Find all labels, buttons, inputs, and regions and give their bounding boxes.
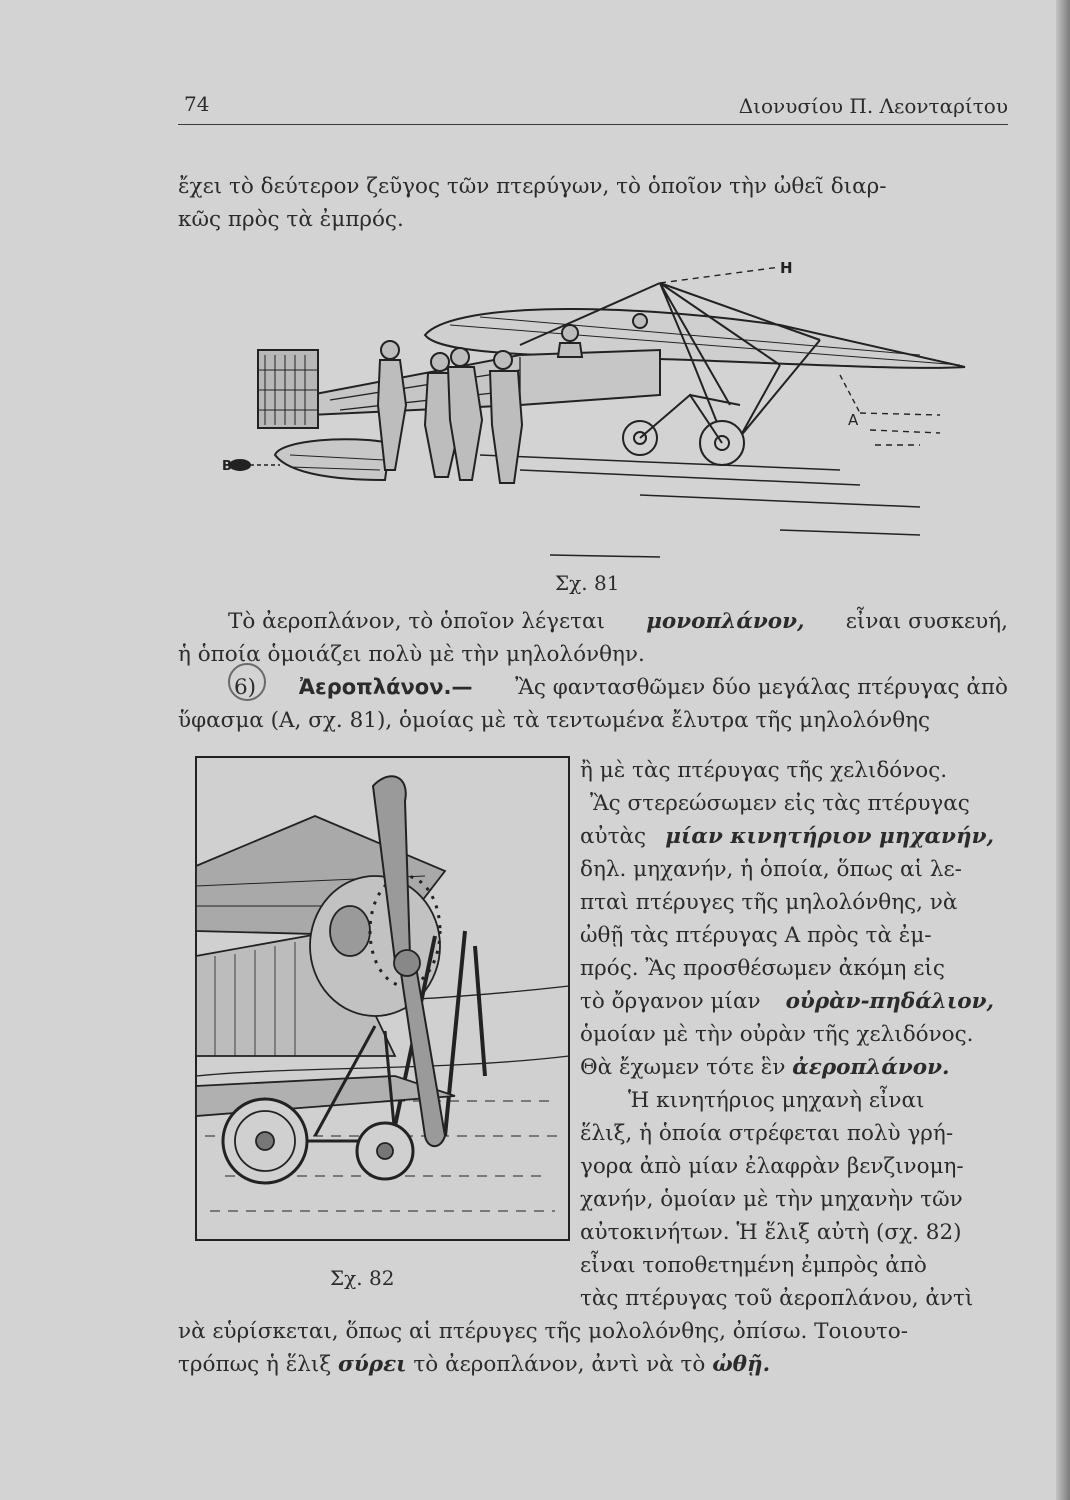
closing-line-2-mid: τὸ ἀεροπλάνον, ἀντὶ νὰ τὸ	[406, 1352, 713, 1377]
intro-line-1: ἔχει τὸ δεύτερον ζεῦγος τῶν πτερύγων, τὸ ὁποῖον τὴν ὠθεῖ διαρ-	[178, 174, 887, 199]
term-motor-engine: μίαν κινητήριον μηχανήν,	[665, 824, 994, 849]
column-line-5: πταὶ πτέρυγες τῆς μηλολόνθης, νὰ	[580, 890, 958, 915]
column-line-10-start: Θὰ ἔχωμεν τότε ἓν	[580, 1055, 793, 1080]
figure-82-caption: Σχ. 82	[330, 1266, 395, 1290]
page-edge	[1056, 0, 1070, 1500]
column-line-9: ὁμοίαν μὲ τὴν οὐρὰν τῆς χελιδόνος.	[580, 1022, 974, 1047]
monoplane-line-1-start: Τὸ ἀεροπλάνον, τὸ ὁποῖον λέγεται	[228, 609, 605, 634]
section-number: 6)	[234, 675, 257, 700]
figure-82-propeller-illustration	[195, 756, 570, 1241]
figure-81-label-b: B	[222, 459, 232, 474]
column-line-15: αὐτοκινήτων. Ἡ ἕλιξ αὐτὴ (σχ. 82)	[580, 1220, 962, 1245]
column-line-1: ἢ μὲ τὰς πτέρυγας τῆς χελιδόνος.	[580, 758, 948, 783]
column-line-3-start: αὐτὰς	[580, 824, 647, 849]
term-tail-rudder: οὐρὰν-πηδάλιον,	[785, 989, 994, 1014]
page-number: 74	[184, 92, 210, 116]
term-pushes: ὠθῇ.	[712, 1352, 771, 1377]
page-header	[178, 88, 1008, 125]
closing-line-1: νὰ εὑρίσκεται, ὅπως αἱ πτέρυγες τῆς μολολόνθης, ὀπίσω. Τοιουτο-	[178, 1319, 908, 1344]
closing-line-2-start: τρόπως ἡ ἕλιξ	[178, 1352, 339, 1377]
column-line-14: χανήν, ὁμοίαν μὲ τὴν μηχανὴν τῶν	[580, 1187, 963, 1212]
column-line-8	[580, 985, 994, 1018]
column-line-7: πρός. Ἂς προσθέσωμεν ἀκόμη εἰς	[580, 956, 945, 981]
term-pulls: σύρει	[338, 1352, 407, 1377]
intro-line-2: κῶς πρὸς τὰ ἐμπρός.	[178, 207, 404, 232]
column-line-11: Ἡ κινητήριος μηχανὴ εἶναι	[628, 1088, 925, 1113]
monoplane-line-1-end: εἶναι συσκευή,	[845, 609, 1008, 634]
column-line-6: ὠθῇ τὰς πτέρυγας Α πρὸς τὰ ἐμ-	[580, 923, 932, 948]
section-6-heading-line	[178, 671, 1008, 704]
column-line-10	[580, 1051, 994, 1084]
term-monoplane: μονοπλάνον,	[646, 609, 805, 634]
figure-81-label-h: H	[780, 259, 793, 277]
column-line-2: Ἂς στερεώσωμεν εἰς τὰς πτέρυγας	[590, 791, 970, 816]
figure-81-caption: Σχ. 81	[555, 571, 620, 595]
column-line-16: εἶναι τοποθετημένη ἐμπρὸς ἀπὸ	[580, 1253, 927, 1278]
monoplane-line-1	[178, 605, 1008, 638]
running-title: Διονυσίου Π. Λεονταρίτου	[738, 94, 1008, 118]
section-line-2: ὕφασμα (Α, σχ. 81), ὁμοίας μὲ τὰ τεντωμένα ἔλυτρα τῆς μηλολόνθης	[178, 708, 931, 733]
term-aeroplane: ἀεροπλάνον.	[792, 1055, 950, 1080]
section-title: Ἀεροπλάνον.—	[298, 675, 473, 699]
closing-line-2	[178, 1348, 1008, 1381]
column-line-8-start: τὸ ὄργανον μίαν	[580, 989, 761, 1014]
column-line-4: δηλ. μηχανήν, ἡ ὁποία, ὅπως αἱ λε-	[580, 857, 962, 882]
figure-81-monoplane-illustration	[220, 255, 980, 565]
column-line-17: τὰς πτέρυγας τοῦ ἀεροπλάνου, ἀντὶ	[580, 1286, 974, 1311]
section-line-1-rest: Ἂς φαντασθῶμεν δύο μεγάλας πτέρυγας ἀπὸ	[515, 675, 1008, 700]
column-line-12: ἕλιξ, ἡ ὁποία στρέφεται πολὺ γρή-	[580, 1121, 954, 1146]
column-line-13: γορα ἀπὸ μίαν ἐλαφρὰν βενζινομη-	[580, 1154, 964, 1179]
figure-81-label-a: A	[848, 411, 859, 429]
column-line-3	[580, 820, 994, 853]
monoplane-line-2: ἡ ὁποία ὁμοιάζει πολὺ μὲ τὴν μηλολόνθην.	[178, 642, 645, 667]
